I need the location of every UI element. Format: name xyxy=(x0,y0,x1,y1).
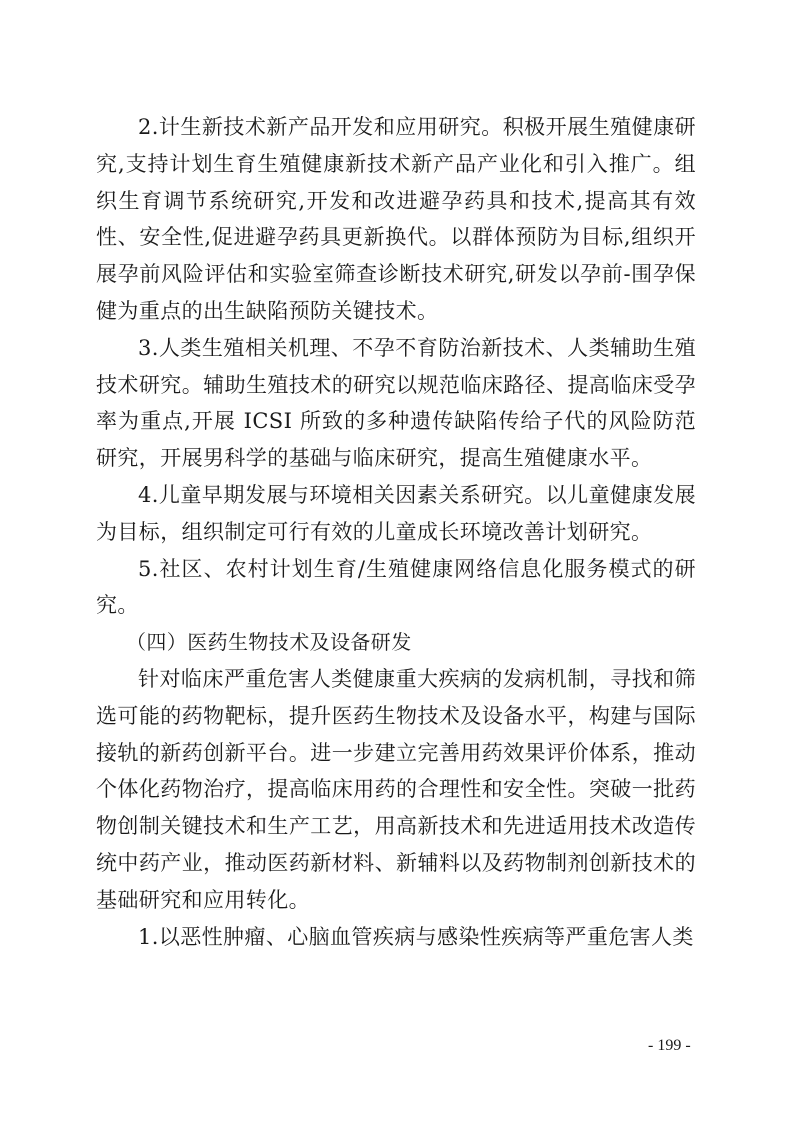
paragraph-item-4: 4.儿童早期发展与环境相关因素关系研究。以儿童健康发展为目标，组织制定可行有效的儿童成长环境改善计划研究。 xyxy=(96,482,696,544)
paragraph-item-5: 5.社区、农村计划生育/生殖健康网络信息化服务模式的研究。 xyxy=(96,556,696,618)
section-item-1: 1.以恶性肿瘤、心脑血管疾病与感染性疾病等严重危害人类 xyxy=(138,924,694,949)
document-body xyxy=(96,109,696,955)
paragraph-item-3: 3.人类生殖相关机理、不孕不育防治新技术、人类辅助生殖技术研究。辅助生殖技术的研究以规范临床路径、提高临床受孕率为重点,开展 ICSI 所致的多种遗传缺陷传给子代的风险防范研究，开展男科学的基础与临床研究，提高生殖健康水平。 xyxy=(96,335,696,471)
paragraph-item-2: 2.计生新技术新产品开发和应用研究。积极开展生殖健康研究,支持计划生育生殖健康新技术新产品产业化和引入推广。组织生育调节系统研究,开发和改进避孕药具和技术,提高其有效性、安全性,促进避孕药具更新换代。以群体预防为目标,组织开展孕前风险评估和实验室筛查诊断技术研究,研发以孕前-围孕保健为重点的出生缺陷预防关键技术。 xyxy=(96,115,696,323)
section-heading: （四）医药生物技术及设备研发 xyxy=(126,630,412,655)
section-intro-paragraph: 针对临床严重危害人类健康重大疾病的发病机制，寻找和筛选可能的药物靶标，提升医药生物技术及设备水平，构建与国际接轨的新药创新平台。进一步建立完善用药效果评价体系，推动个体化药物治疗，提高临床用药的合理性和安全性。突破一批药物创制关键技术和生产工艺，用高新技术和先进适用技术改造传统中药产业，推动医药新材料、新辅料以及药物制剂创新技术的基础研究和应用转化。 xyxy=(96,666,696,912)
page-number: - 199 - xyxy=(648,1037,691,1054)
